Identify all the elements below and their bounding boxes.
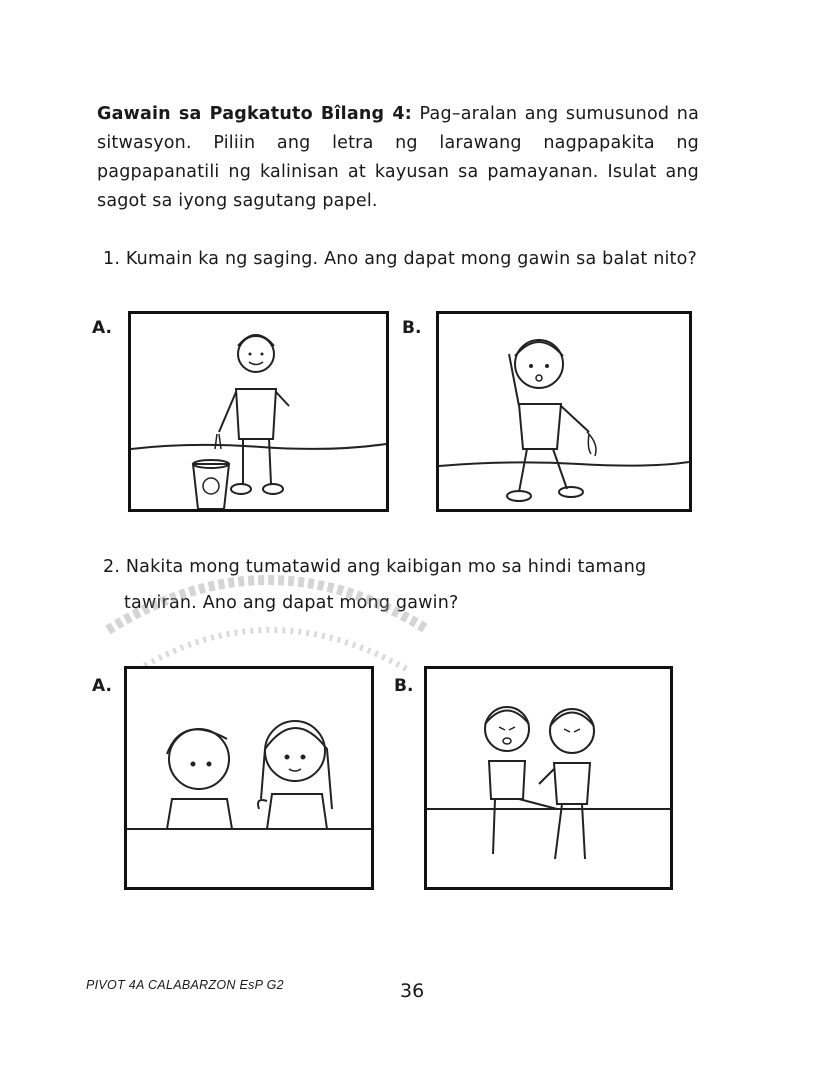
boy-banana-peel-illustration (439, 314, 689, 509)
q2-choice-b-label: B. (394, 676, 414, 696)
q1-choice-a-image (128, 311, 389, 512)
boy-recycle-bin-illustration (131, 314, 386, 509)
question-2-number: 2. (103, 557, 121, 577)
activity-instructions-text: Pag–aralan ang sumusunod na sitwasyon. Piliin ang letra ng larawang nagpapakita ng pagpapanatili ng kalinisan at kayusan sa pamayanan. Isulat ang sagot sa iyong sagutang papel. (97, 104, 699, 211)
question-1-text: Kumain ka ng saging. Ano ang dapat mong gawin sa balat nito? (125, 249, 698, 269)
q1-choice-b-image (436, 311, 692, 512)
q1-choice-a-label: A. (92, 318, 112, 338)
footer-source: PIVOT 4A CALABARZON EsP G2 (86, 978, 284, 992)
q2-choice-a-image (124, 666, 374, 890)
activity-title: Gawain sa Pagkatuto Bîlang 4: (97, 104, 412, 124)
question-1-number: 1. (103, 249, 121, 269)
q2-choice-b-image (424, 666, 673, 890)
children-talking-illustration (127, 669, 371, 887)
page-number: 36 (400, 980, 425, 1002)
boys-fighting-illustration (427, 669, 670, 887)
question-2-text-line-1: Nakita mong tumatawid ang kaibigan mo sa hindi tamang (125, 557, 647, 577)
activity-instructions (97, 100, 699, 216)
q2-choice-a-label: A. (92, 676, 112, 696)
question-1 (103, 247, 697, 271)
question-2-text-line-2: tawiran. Ano ang dapat mong gawin? (124, 593, 459, 613)
q1-choice-b-label: B. (402, 318, 422, 338)
